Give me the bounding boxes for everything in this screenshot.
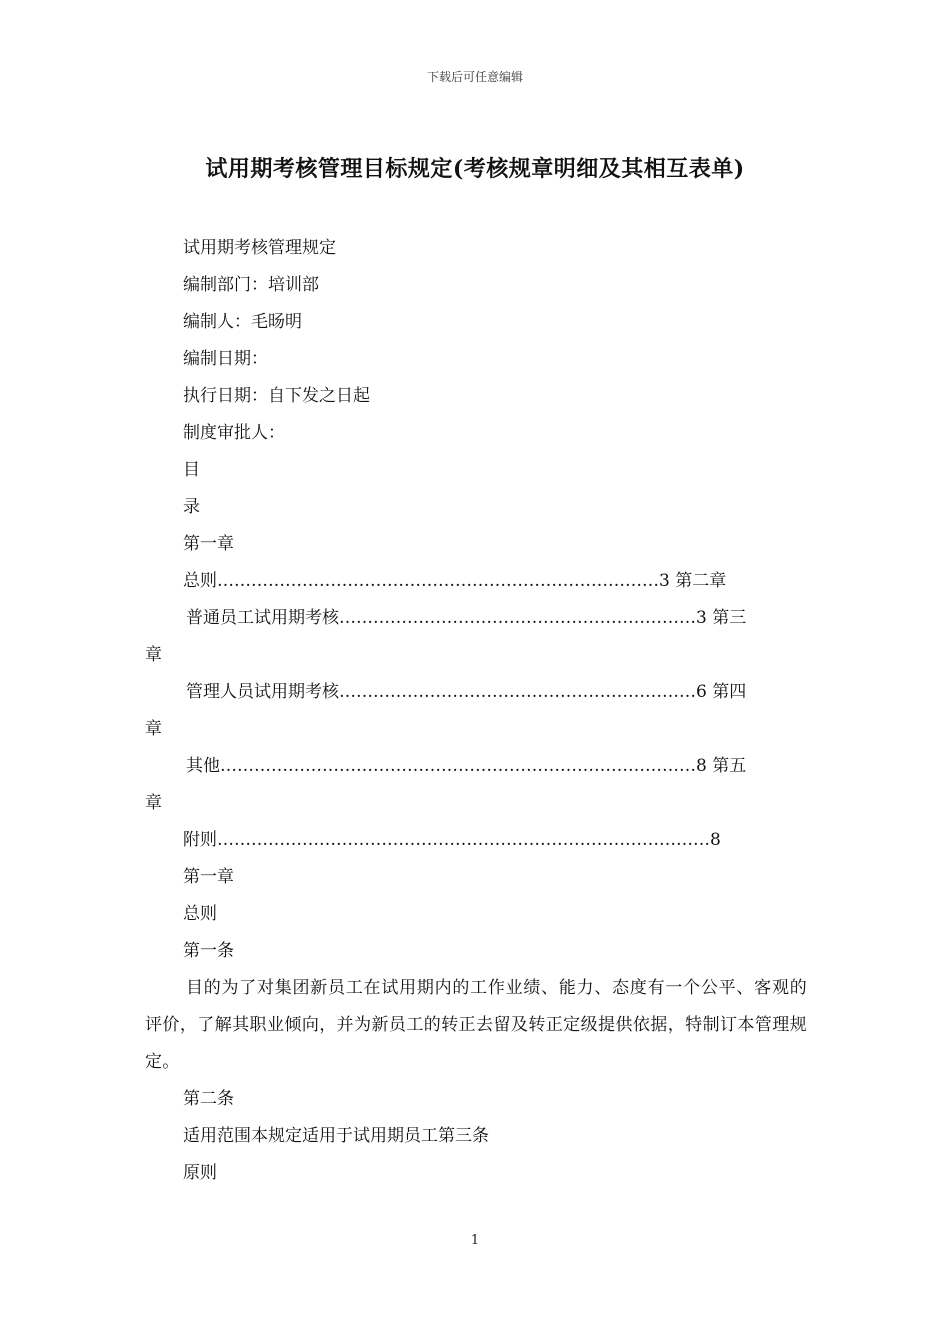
body-line: 原则	[183, 1163, 217, 1183]
body-line: 第一条	[183, 941, 234, 961]
body-line: 适用范围本规定适用于试用期员工第三条	[183, 1126, 489, 1146]
document-title: 试用期考核管理目标规定(考核规章明细及其相互表单)	[205, 156, 745, 182]
body-line: 目	[183, 460, 200, 480]
body-line: 执行日期：自下发之日起	[183, 386, 370, 406]
toc-entry: 章	[145, 645, 162, 665]
body-line: 编制部门：培训部	[183, 275, 319, 295]
toc-entry: 附则……………………………………………………………………………8	[183, 830, 721, 850]
toc-entry: 普通员工试用期考核………………………………………………………3 第三	[186, 608, 747, 628]
toc-entry: 其他…………………………………………………………………………8 第五	[186, 756, 747, 776]
body-line: 试用期考核管理规定	[183, 238, 336, 258]
body-line: 第二条	[183, 1089, 234, 1109]
toc-entry: 章	[145, 793, 162, 813]
body-line: 录	[183, 497, 200, 517]
body-line: 编制日期：	[183, 349, 268, 369]
body-line: 总则	[183, 904, 217, 924]
body-line: 第一章	[183, 867, 234, 887]
body-line: 第一章	[183, 534, 234, 554]
toc-entry: 总则……………………………………………………………………3 第二章	[183, 571, 727, 591]
document-body	[145, 230, 810, 1192]
page-number: 1	[470, 1233, 480, 1248]
body-paragraph: 目的为了对集团新员工在试用期内的工作业绩、能力、态度有一个公平、客观的评价，了解其职业倾向，并为新员工的转正去留及转正定级提供依据，特制订本管理规定。	[145, 978, 807, 1072]
body-line: 制度审批人：	[183, 423, 285, 443]
header-note: 下载后可任意编辑	[426, 70, 523, 84]
body-line: 编制人：毛旸明	[183, 312, 302, 332]
toc-entry: 管理人员试用期考核………………………………………………………6 第四	[186, 682, 747, 702]
toc-entry: 章	[145, 719, 162, 739]
